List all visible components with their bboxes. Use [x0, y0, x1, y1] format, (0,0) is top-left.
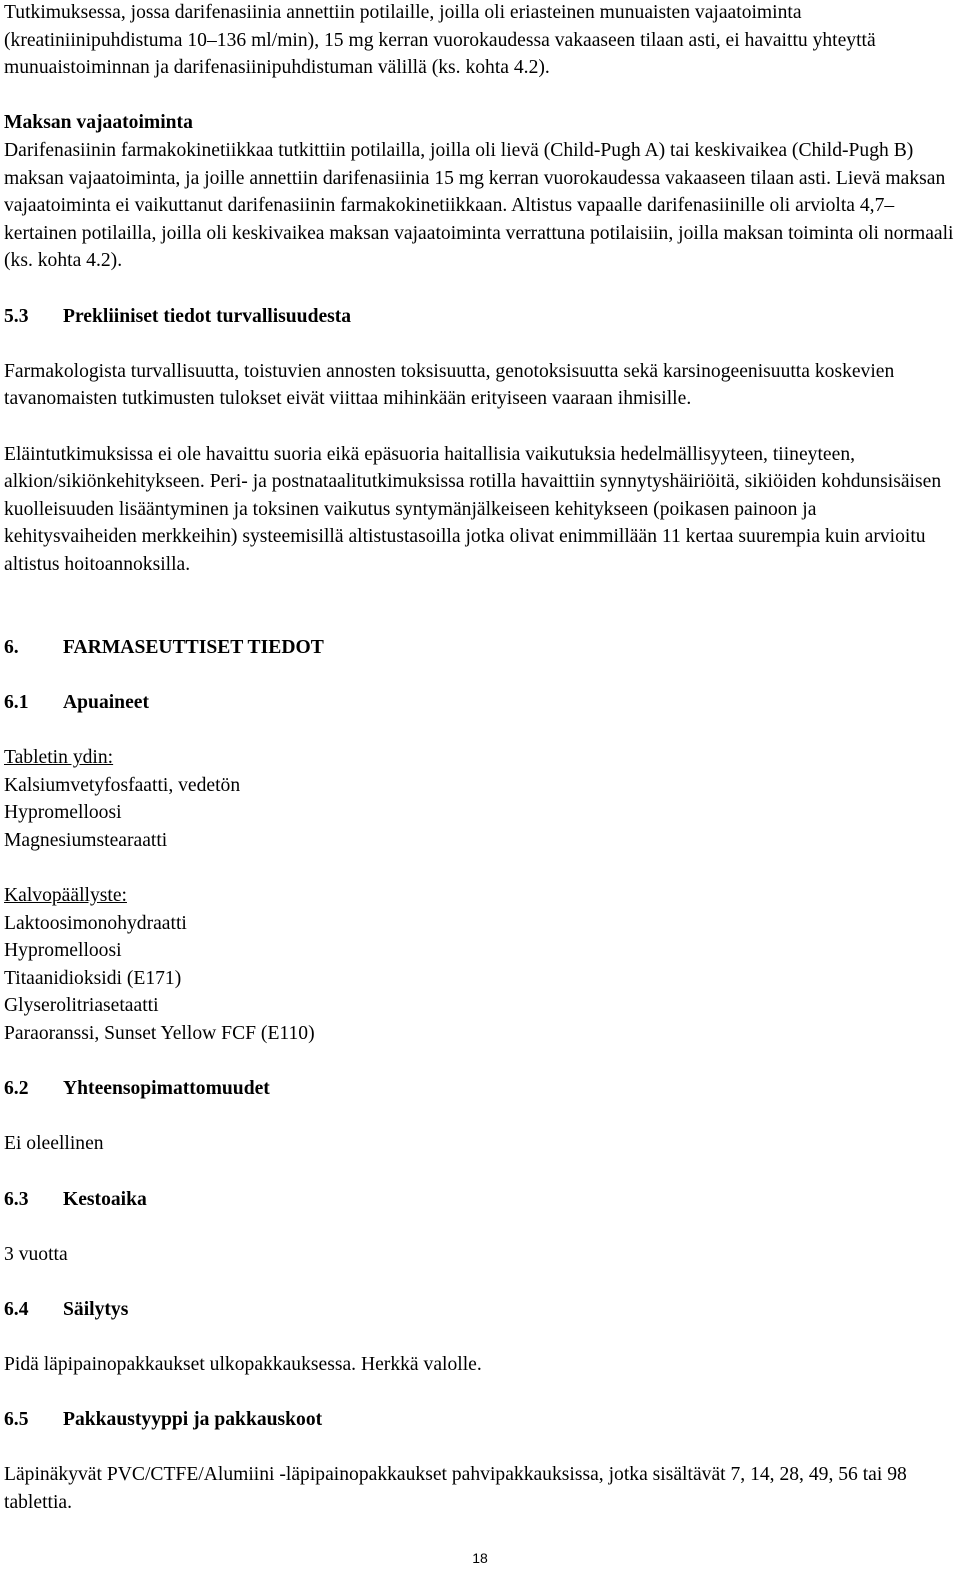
section-6-heading — [4, 634, 954, 662]
document-page — [4, 0, 954, 1517]
section-number: 6.2 — [4, 1078, 29, 1100]
section-title: Apuaineet — [63, 691, 150, 713]
section-number: 6.4 — [4, 1298, 29, 1320]
list-item: Titaanidioksidi (E171) — [4, 967, 182, 989]
section-number: 6. — [4, 636, 19, 658]
coating-label: Kalvopäällyste: — [4, 885, 127, 906]
section-5-3-paragraph-1: Farmakologista turvallisuutta, toistuvien annosten toksisuutta, genotoksisuutta sekä karsinogeenisuutta koskevien tavanomaisten tutkimusten tulokset eivät viittaa mihinkään erityiseen vaaraan ihmisille. — [4, 360, 895, 410]
section-6-2-text: Ei oleellinen — [4, 1133, 104, 1155]
intro-paragraph: Tutkimuksessa, jossa darifenasiinia annettiin potilaille, joilla oli eriasteinen munuaisten vajaatoiminta (kreatiniinipuhdistuma 10–136 ml/min), 15 mg kerran vuorokaudessa vakaaseen tilaan asti, ei havaittu yhteyttä munuaistoiminnan ja darifenasiinipuhdistuman välillä (ks. kohta 4.2). — [4, 2, 876, 79]
section-6-5-heading — [4, 1406, 954, 1434]
liver-heading: Maksan vajaatoiminta — [4, 112, 193, 134]
core-label: Tabletin ydin: — [4, 747, 114, 769]
list-item: Kalsiumvetyfosfaatti, vedetön — [4, 774, 241, 796]
section-6-2-heading — [4, 1075, 954, 1103]
section-title: Prekliiniset tiedot turvallisuudesta — [63, 305, 352, 327]
section-title: Kestoaika — [63, 1188, 147, 1210]
list-item: Laktoosimonohydraatti — [4, 912, 187, 934]
section-6-5-text: Läpinäkyvät PVC/CTFE/Alumiini -läpipainopakkaukset pahvipakkauksissa, jotka sisältävät 7, 14, 28, 49, 56 tai 98 tablettia. — [4, 1464, 907, 1514]
section-6-1-heading — [4, 689, 954, 717]
section-number: 6.5 — [4, 1409, 29, 1431]
section-6-4-text: Pidä läpipainopakkaukset ulkopakkauksessa. Herkkä valolle. — [4, 1354, 482, 1376]
section-number: 6.1 — [4, 691, 29, 713]
list-item: Hypromelloosi — [4, 802, 122, 824]
core-ingredients — [4, 744, 954, 854]
list-item: Magnesiumstearaatti — [4, 829, 168, 851]
section-title: Yhteensopimattomuudet — [63, 1078, 270, 1100]
section-6-3-heading — [4, 1186, 954, 1214]
section-5-3-paragraph-2: Eläintutkimuksissa ei ole havaittu suoria eikä epäsuoria haitallisia vaikutuksia hedelmällisyyteen, tiineyteen, alkion/sikiönkehitykseen. Peri- ja postnataalitutkimuksissa rotilla havaittiin synnytyshäiriöitä, sikiöiden kohdunsisäisen kuolleisuuden lisääntyminen ja toksinen vaikutus syntymänjälkeiseen kehitykseen (poikasen painoon ja kehitysvaiheiden merkkeihin) systeemisillä altistustasoilla jotka olivat enimmillään 11 kertaa suurempia kuin arvioitu altistus hoitoannoksilla. — [4, 443, 942, 575]
section-title: Säilytys — [63, 1298, 129, 1320]
section-number: 6.3 — [4, 1188, 29, 1210]
coating-ingredients — [4, 882, 954, 1048]
list-item: Paraoranssi, Sunset Yellow FCF (E110) — [4, 1022, 315, 1044]
section-6-3-text: 3 vuotta — [4, 1243, 68, 1265]
section-title: FARMASEUTTISET TIEDOT — [63, 636, 324, 658]
list-item: Glyserolitriasetaatti — [4, 995, 159, 1017]
section-number: 5.3 — [4, 305, 29, 327]
section-5-3-heading — [4, 303, 954, 331]
liver-paragraph: Darifenasiinin farmakokinetiikkaa tutkittiin potilailla, joilla oli lievä (Child-Pugh A) tai keskivaikea (Child-Pugh B) maksan vajaatoiminta, ja joille annettiin darifenasiinia 15 mg kerran vuorokaudessa vakaaseen tilaan asti. Lievä maksan vajaatoiminta ei vaikuttanut darifenasiinin farmakokinetiikkaan. Altistus vapaalle darifenasiinille oli arviolta 4,7–kertainen potilailla, joilla oli keskivaikea maksan vajaatoiminta verrattuna potilaisiin, joilla maksan toiminta oli normaali (ks. kohta 4.2). — [4, 139, 954, 272]
section-6-4-heading — [4, 1296, 954, 1324]
section-title: Pakkaustyyppi ja pakkauskoot — [63, 1409, 323, 1431]
page-number: 18 — [472, 1550, 488, 1566]
list-item: Hypromelloosi — [4, 940, 122, 962]
